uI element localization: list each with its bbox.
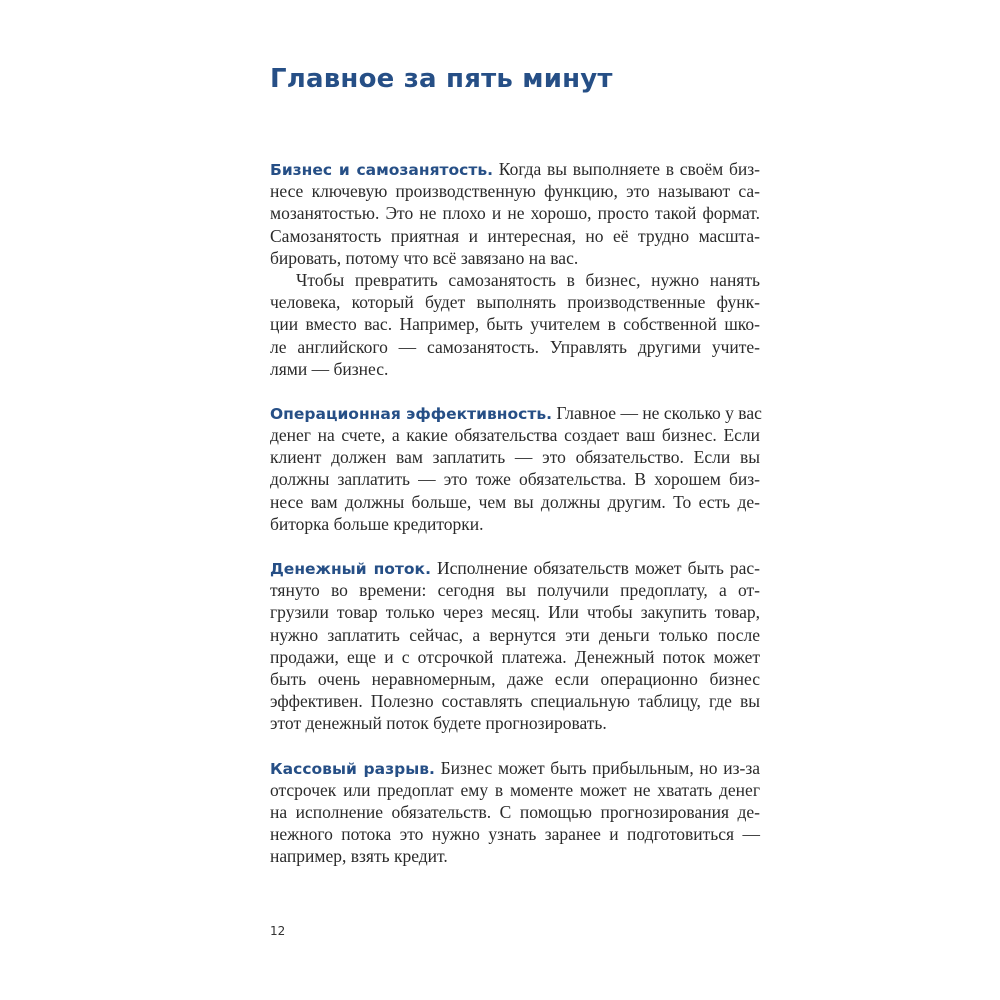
section-gap — [270, 735, 760, 757]
section-operational-efficiency — [270, 402, 760, 535]
section-cash-flow — [270, 557, 760, 735]
text-line: эффективен. Полезно составлять специальную таблицу, где вы — [270, 691, 760, 712]
text-line: нежного потока это нужно узнать заранее и подготовиться — — [270, 824, 760, 845]
text-line: должны заплатить — это тоже обязательства. В хорошем биз- — [270, 469, 760, 490]
text-line: бировать, потому что всё завязано на вас. — [270, 247, 579, 268]
text-line-content: Бизнес может быть прибыльным, но из-за — [434, 757, 760, 778]
text-line: быть очень неравномерным, даже если операционно бизнес — [270, 668, 760, 689]
section-gap — [270, 380, 760, 402]
text-line — [270, 557, 760, 579]
text-line: клиент должен вам заплатить — это обязательство. Если вы — [270, 447, 760, 468]
section-gap — [270, 535, 760, 557]
text-line-content: Когда вы выполняете в своём биз- — [493, 159, 760, 179]
page-title: Главное за пять минут — [270, 64, 613, 94]
body-text — [270, 158, 760, 867]
text-line — [270, 158, 760, 180]
text-line: денег на счете, а какие обязательства создает ваш бизнес. Если — [270, 425, 760, 446]
text-line — [270, 402, 760, 424]
text-line — [270, 757, 760, 779]
section-term: Денежный поток. — [270, 560, 431, 578]
text-line: грузили товар только через месяц. Или чтобы закупить товар, — [270, 602, 760, 623]
text-line: несе вам должны больше, чем вы должны другим. То есть де- — [270, 491, 760, 512]
text-line: ции вместо вас. Например, быть учителем в собственной шко- — [270, 314, 760, 335]
text-line: отсрочек или предоплат ему в моменте может не хватать денег — [270, 779, 760, 800]
page-number: 12 — [270, 924, 286, 938]
text-line-content: Исполнение обязательств может быть рас- — [430, 558, 760, 578]
section-term: Кассовый разрыв. — [270, 759, 435, 778]
section-term: Операционная эффективность. — [270, 404, 553, 423]
section-cash-gap — [270, 757, 760, 868]
text-line: человека, который будет выполнять производственные функ- — [270, 292, 760, 313]
text-line: Самозанятость приятная и интересная, но её трудно масшта- — [270, 225, 760, 246]
text-line: ле английского — самозанятость. Управлять другими учите- — [270, 336, 760, 357]
text-line: например, взять кредит. — [270, 846, 448, 867]
text-line: несе ключевую производственную функцию, это называют са- — [270, 181, 760, 202]
text-line: на исполнение обязательств. С помощью прогнозирования де- — [270, 801, 760, 822]
text-line: биторка больше кредиторки. — [270, 513, 484, 534]
section-business-self-employment — [270, 158, 760, 380]
text-line: лями — бизнес. — [270, 358, 389, 379]
text-line: мозанятостью. Это не плохо и не хорошо, просто такой формат. — [270, 203, 760, 224]
text-line: Чтобы превратить самозанятость в бизнес, нужно нанять — [296, 269, 760, 290]
text-line: продажи, еще и с отсрочкой платежа. Денежный поток может — [270, 646, 760, 667]
text-line-content: Главное — не сколько у вас — [552, 402, 762, 423]
text-line: этот денежный поток будете прогнозировать. — [270, 713, 607, 734]
text-line: нужно заплатить сейчас, а вернутся эти деньги только после — [270, 624, 760, 645]
section-term: Бизнес и самозанятость. — [270, 161, 494, 179]
text-line: тянуто во времени: сегодня вы получили предоплату, а от- — [270, 580, 760, 601]
